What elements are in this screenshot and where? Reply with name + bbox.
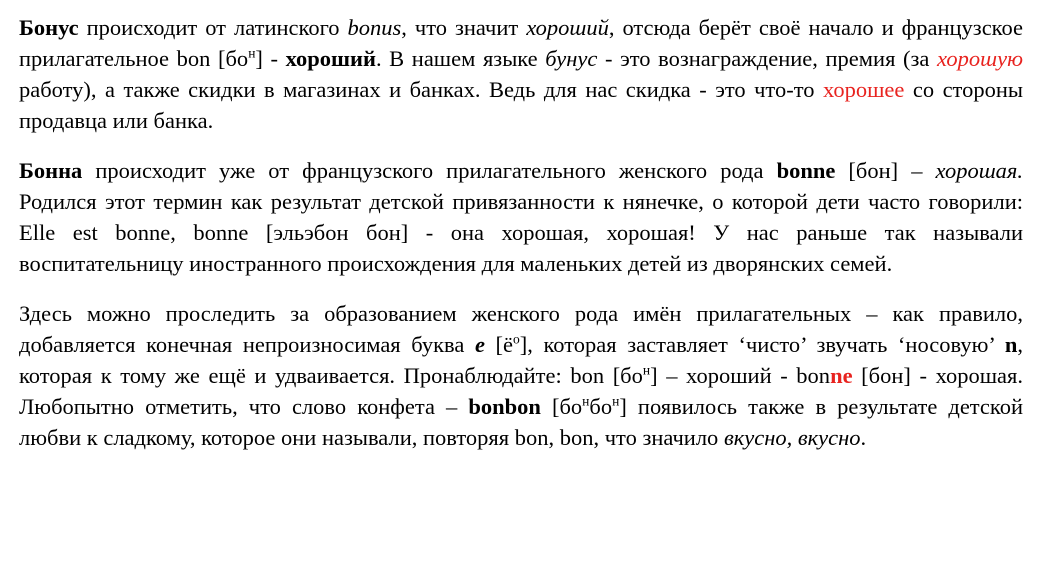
superscript-run: о [513,331,520,347]
text-run: , которая к тому же ещё и удваивается. Пронаблюдайте: bon [бо [19,332,1023,388]
superscript-run: н [642,362,651,378]
text-run: Здесь можно проследить за образованием женского рода имён прилагательных – как правило, добавляется конечная непроизносимая буква [19,301,1023,357]
document-body [19,12,1023,453]
text-run: . В нашем языке [375,46,546,71]
text-run: , что значит [401,15,527,40]
text-run: происходит уже от французского прилагательного женского рода [82,158,777,183]
text-run: [бон] – [835,158,936,183]
text-run: хороший [285,46,376,71]
text-run: со стороны продавца или банка. [19,77,1024,133]
text-run: bonne [776,158,836,183]
text-run: ], которая заставляет ‘чисто’ звучать ‘носовую’ [519,332,1005,357]
text-run: bonbon [468,394,541,419]
superscript-run: н [612,393,620,409]
text-run: [бо [540,394,583,419]
text-run: хорошее [822,77,905,102]
text-run: работу), а также скидки в магазинах и банках. Ведь для нас скидка - это что-то [19,77,823,102]
text-run: [ё [484,332,514,357]
text-run: bonus [347,15,402,40]
superscript-run: н [582,393,590,409]
paragraph-bonus [19,12,1023,136]
paragraph-bonna [19,155,1023,279]
superscript-run: н [248,45,256,61]
text-run: Бонна [19,158,83,183]
text-run: ] - [255,46,286,71]
text-run: Родился этот термин как результат детской привязанности к нянечке, о которой дети часто говорили: Elle est bonne, bonne [эльэбон бон] - она хорошая, хорошая! У нас раньше так называли воспитательницу иностранного происхождения для маленьких детей из дворянских семей. [19,189,1023,276]
text-run: ne [830,363,853,388]
paragraph-feminine-form [19,298,1023,453]
text-run: бо [589,394,613,419]
text-run: происходит от латинского [78,15,348,40]
text-run: ] – хороший - bon [650,363,831,388]
text-run: хорошую [936,46,1023,71]
text-run: [бон] - хорошая. Любопытно отметить, что слово конфета – [19,363,1023,419]
text-run: бунус [545,46,598,71]
text-run: хорошая. [935,158,1024,183]
text-run: е [474,332,485,357]
text-run: Бонус [19,15,79,40]
text-run: хороший [526,15,609,40]
text-run: вкусно, вкусно [723,425,861,450]
text-run: ] появилось также в результате детской любви к сладкому, которое они называли, повторяя bon, bon, что значило [19,394,1023,450]
text-run: n [1004,332,1018,357]
text-run: - это вознаграждение, премия (за [597,46,937,71]
text-run: . [860,425,867,450]
text-run: , отсюда берёт своё начало и французское прилагательное bon [бо [19,15,1023,71]
